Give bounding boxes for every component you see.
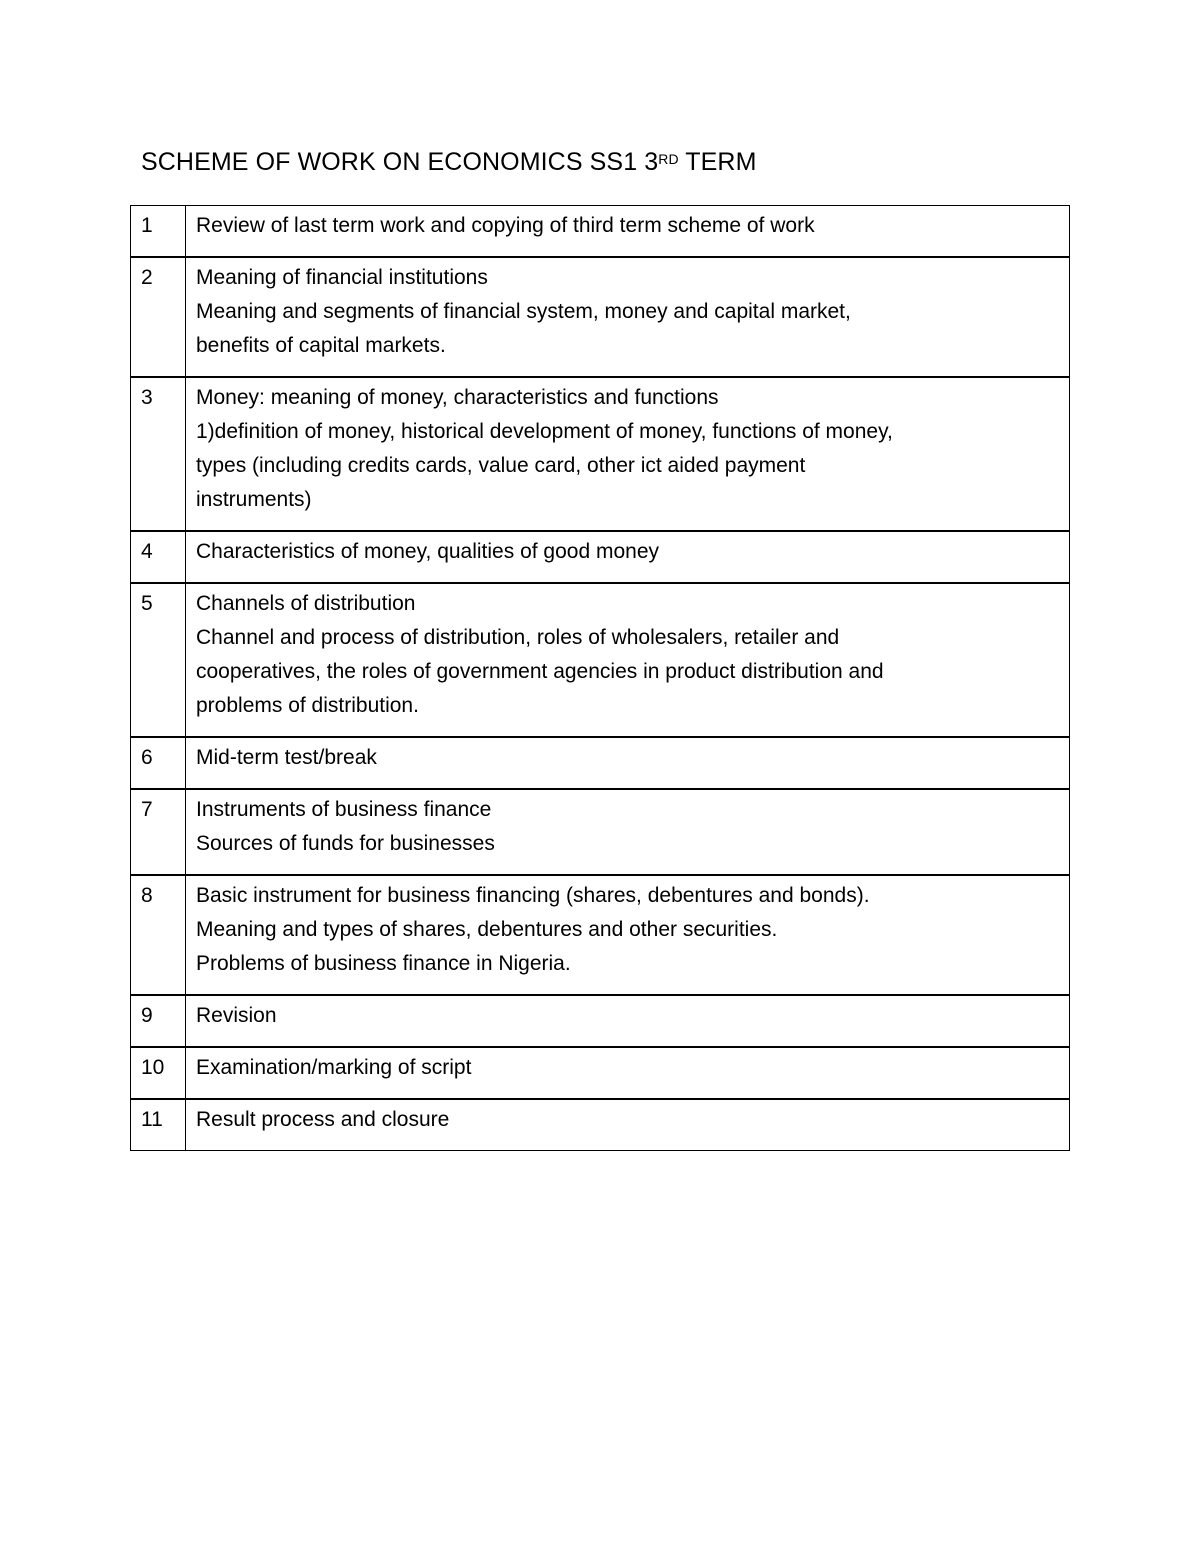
topic-cell <box>186 531 1070 583</box>
topic-line: 1)definition of money, historical development of money, functions of money, <box>196 420 893 443</box>
topic-cell <box>186 789 1070 875</box>
topic-line: Meaning and segments of financial system, money and capital market, <box>196 300 851 323</box>
topic-line: Sources of funds for businesses <box>196 832 495 855</box>
table-row <box>131 206 1070 258</box>
week-number: 7 <box>131 789 186 875</box>
topic-line: Problems of business finance in Nigeria. <box>196 952 571 975</box>
topic-cell <box>186 583 1070 737</box>
topic-cell <box>186 737 1070 789</box>
topic-line: problems of distribution. <box>196 694 419 717</box>
week-number: 1 <box>131 206 186 258</box>
topic-line: instruments) <box>196 488 312 511</box>
topic-cell <box>186 206 1070 258</box>
topic-line: Revision <box>196 1004 277 1027</box>
topic-line: Characteristics of money, qualities of good money <box>196 540 660 563</box>
table-row <box>131 531 1070 583</box>
topic-line: Channels of distribution <box>196 592 416 615</box>
topic-cell <box>186 257 1070 377</box>
week-number: 10 <box>131 1047 186 1099</box>
topic-cell <box>186 1047 1070 1099</box>
week-number: 2 <box>131 257 186 377</box>
topic-line: types (including credits cards, value card, other ict aided payment <box>196 454 806 477</box>
table-row <box>131 1099 1070 1151</box>
week-number: 3 <box>131 377 186 531</box>
topic-line: Instruments of business finance <box>196 798 492 821</box>
topic-line: Basic instrument for business financing (shares, debentures and bonds). <box>196 884 870 907</box>
topic-cell <box>186 875 1070 995</box>
table-row <box>131 377 1070 531</box>
topic-cell <box>186 377 1070 531</box>
topic-line: Meaning and types of shares, debentures and other securities. <box>196 918 778 941</box>
topic-line: Mid-term test/break <box>196 746 377 769</box>
title-suffix: TERM <box>678 148 757 176</box>
table-row <box>131 995 1070 1047</box>
topic-line: Examination/marking of script <box>196 1056 472 1079</box>
title-text: SCHEME OF WORK ON ECONOMICS SS1 3 <box>141 148 659 176</box>
table-row <box>131 1047 1070 1099</box>
topic-line: benefits of capital markets. <box>196 334 446 357</box>
topic-line: cooperatives, the roles of government agencies in product distribution and <box>196 660 884 683</box>
title-superscript: RD <box>658 151 679 167</box>
table-row <box>131 789 1070 875</box>
document-title <box>141 146 757 178</box>
week-number: 4 <box>131 531 186 583</box>
week-number: 6 <box>131 737 186 789</box>
topic-line: Review of last term work and copying of third term scheme of work <box>196 214 815 237</box>
topic-cell <box>186 995 1070 1047</box>
scheme-table-body <box>131 206 1070 1151</box>
table-row <box>131 875 1070 995</box>
topic-line: Result process and closure <box>196 1108 450 1131</box>
scheme-table <box>130 205 1070 1151</box>
topic-line: Channel and process of distribution, roles of wholesalers, retailer and <box>196 626 840 649</box>
table-row <box>131 257 1070 377</box>
week-number: 5 <box>131 583 186 737</box>
table-row <box>131 737 1070 789</box>
week-number: 9 <box>131 995 186 1047</box>
topic-cell <box>186 1099 1070 1151</box>
topic-line: Money: meaning of money, characteristics and functions <box>196 386 719 409</box>
topic-line: Meaning of financial institutions <box>196 266 488 289</box>
week-number: 8 <box>131 875 186 995</box>
table-row <box>131 583 1070 737</box>
week-number: 11 <box>131 1099 186 1151</box>
